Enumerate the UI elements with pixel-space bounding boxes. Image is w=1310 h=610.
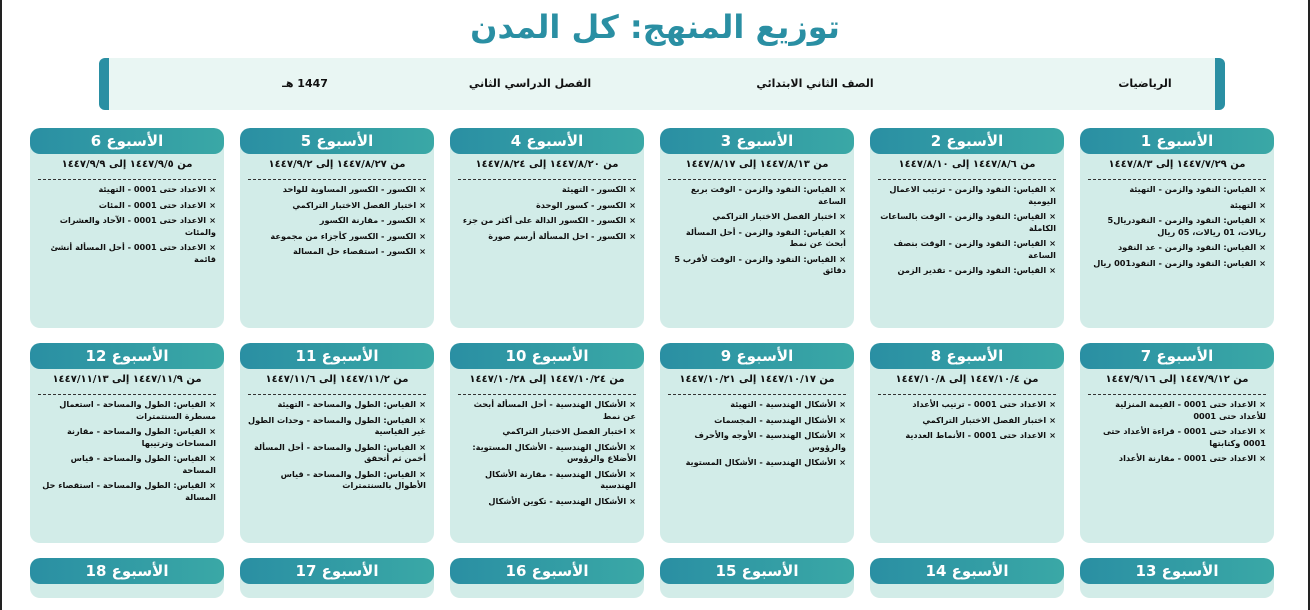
lesson-text: القياس: النقود والزمن - الوقت بنصف الساعة: [893, 238, 1056, 260]
lesson-text: القياس: النقود والزمن - أحل المسألة أبحث عن نمط: [685, 226, 846, 248]
x-bullet-icon: ×: [419, 215, 426, 225]
lesson-item: [668, 457, 846, 469]
lesson-text: الكسور - احل المسألة أرسم صورة: [488, 230, 627, 241]
week-title: الأسبوع 4: [450, 128, 644, 154]
x-bullet-icon: ×: [419, 468, 426, 479]
x-bullet-icon: ×: [1259, 215, 1266, 225]
lesson-text: اختبار الفصل الاختبار التراكمي: [292, 199, 417, 210]
week-title: الأسبوع 10: [450, 343, 644, 369]
x-bullet-icon: ×: [1259, 199, 1266, 210]
week-card: [1080, 558, 1274, 598]
lesson-text: القياس: النقود والزمن - النقودريال5 ريالات، 01 ريالات، 05 ريال: [1107, 215, 1266, 237]
week-card: [660, 343, 854, 543]
x-bullet-icon: ×: [629, 468, 636, 479]
x-bullet-icon: ×: [1049, 430, 1056, 440]
x-bullet-icon: ×: [839, 211, 846, 221]
lesson-text: القياس: الطول والمساحة - استقصاء حل المسالة: [42, 480, 216, 502]
x-bullet-icon: ×: [419, 441, 426, 452]
week-date-range: من ١٤٤٧/١١/٩ إلى ١٤٤٧/١١/١٣: [52, 374, 202, 385]
x-bullet-icon: ×: [629, 230, 636, 241]
week-title: الأسبوع 16: [450, 558, 644, 584]
lesson-item: [668, 227, 846, 250]
lesson-item: [248, 231, 426, 243]
lesson-item: [458, 231, 636, 243]
x-bullet-icon: ×: [839, 253, 846, 264]
lesson-item: [248, 442, 426, 465]
dashed-divider: [38, 394, 216, 395]
week-card: [450, 558, 644, 598]
lesson-text: الاعداد حتى 0001 - قراءة الأعداد حتى 0001 وكتابتها: [1103, 426, 1266, 448]
page-title: توزيع المنهج: كل المدن: [470, 8, 840, 46]
lesson-item: [458, 496, 636, 508]
x-bullet-icon: ×: [209, 426, 216, 436]
week-card: [660, 558, 854, 598]
lesson-item: [248, 246, 426, 258]
week-title: الأسبوع 7: [1080, 343, 1274, 369]
x-bullet-icon: ×: [1049, 184, 1056, 194]
lesson-item: [38, 480, 216, 503]
week-card: [870, 343, 1064, 543]
lesson-text: القياس: النقود والزمن - عد النقود: [1117, 242, 1257, 252]
dashed-divider: [458, 179, 636, 180]
x-bullet-icon: ×: [1259, 242, 1266, 252]
lesson-text: القياس: الطول والمساحة - وحدات الطول غير القياسية: [248, 414, 426, 436]
lesson-text: القياس: الطول والمساحة - أحل المسألة أخمن ثم أتحقق: [254, 441, 426, 463]
lesson-item: [1088, 399, 1266, 422]
week-date-range: من ١٤٤٧/١٠/٤ إلى ١٤٤٧/١٠/٨: [895, 374, 1039, 385]
dashed-divider: [248, 179, 426, 180]
lesson-text: الاعداد حتى 0001 - الأنماط العددية: [905, 430, 1047, 440]
x-bullet-icon: ×: [1049, 399, 1056, 409]
lesson-item: [458, 184, 636, 196]
lesson-item: [38, 426, 216, 449]
x-bullet-icon: ×: [419, 184, 426, 194]
week-title: الأسبوع 2: [870, 128, 1064, 154]
week-title: الأسبوع 5: [240, 128, 434, 154]
year-label: 1447 هـ: [282, 77, 328, 90]
lesson-text: الاعداد حتى 0001 - الآحاد والعشرات والمئات: [59, 215, 216, 237]
lesson-text: التهيئة: [1229, 199, 1257, 210]
lesson-list: [668, 399, 846, 473]
lesson-item: [38, 215, 216, 238]
dashed-divider: [38, 179, 216, 180]
lesson-item: [668, 399, 846, 411]
lesson-text: الأشكال الهندسية - تكوين الأشكال: [488, 495, 627, 506]
x-bullet-icon: ×: [629, 199, 636, 210]
lesson-item: [38, 242, 216, 265]
x-bullet-icon: ×: [629, 495, 636, 506]
subject-label: الرياضيات: [1118, 77, 1172, 90]
lesson-text: الأشكال الهندسية - الأوجه والأحرف والرؤوس: [694, 430, 846, 452]
lesson-item: [878, 415, 1056, 427]
lesson-text: القياس: النقود والزمن - النقود001 ريال: [1093, 257, 1257, 268]
lesson-item: [458, 469, 636, 492]
lesson-text: القياس: النقود والزمن - الوقت لأقرب 5 دقائق: [674, 253, 846, 275]
week-card: [450, 128, 644, 328]
grade-label: الصف الثاني الابتدائي: [756, 77, 874, 90]
week-card: [660, 128, 854, 328]
week-title: الأسبوع 9: [660, 343, 854, 369]
x-bullet-icon: ×: [419, 399, 426, 409]
x-bullet-icon: ×: [629, 399, 636, 409]
week-title: الأسبوع 3: [660, 128, 854, 154]
lesson-list: [248, 399, 426, 496]
lesson-text: الاعداد حتى 0001 - المئات: [98, 199, 207, 210]
week-date-range: من ١٤٤٧/١٠/٢٤ إلى ١٤٤٧/١٠/٢٨: [469, 374, 625, 385]
info-bar-accent-right: [1215, 58, 1225, 110]
lesson-text: اختبار الفصل الاختبار التراكمي: [922, 414, 1047, 425]
lesson-text: اختبار الفصل الاختبار التراكمي: [712, 211, 837, 221]
lesson-item: [1088, 426, 1266, 449]
lesson-text: الكسور - الكسور المساوية للواحد: [282, 184, 417, 194]
left-border: [0, 0, 2, 610]
lesson-text: الكسور - التهيئة: [561, 184, 627, 194]
x-bullet-icon: ×: [839, 457, 846, 467]
lesson-item: [1088, 184, 1266, 196]
x-bullet-icon: ×: [1259, 426, 1266, 436]
lesson-item: [1088, 200, 1266, 212]
week-card: [870, 558, 1064, 598]
lesson-text: القياس: النقود والزمن - التهيئة: [1129, 184, 1257, 194]
lesson-list: [38, 184, 216, 269]
lesson-item: [458, 200, 636, 212]
week-title: الأسبوع 14: [870, 558, 1064, 584]
lesson-item: [458, 399, 636, 422]
dashed-divider: [1088, 394, 1266, 395]
lesson-item: [248, 399, 426, 411]
x-bullet-icon: ×: [419, 230, 426, 241]
x-bullet-icon: ×: [419, 199, 426, 210]
lesson-list: [458, 399, 636, 511]
lesson-item: [38, 399, 216, 422]
lesson-item: [668, 430, 846, 453]
x-bullet-icon: ×: [209, 215, 216, 225]
week-title: الأسبوع 1: [1080, 128, 1274, 154]
lesson-text: الأشكال الهندسية - أحل المسألة أبحث عن نمط: [473, 399, 636, 421]
week-title: الأسبوع 13: [1080, 558, 1274, 584]
week-date-range: من ١٤٤٧/٨/٢٧ إلى ١٤٤٧/٩/٢: [268, 159, 406, 170]
week-date-range: من ١٤٤٧/١١/٢ إلى ١٤٤٧/١١/٦: [265, 374, 409, 385]
x-bullet-icon: ×: [419, 246, 426, 256]
lesson-item: [38, 453, 216, 476]
lesson-item: [668, 415, 846, 427]
lesson-item: [668, 184, 846, 207]
lesson-item: [248, 415, 426, 438]
x-bullet-icon: ×: [839, 226, 846, 237]
lesson-list: [38, 399, 216, 507]
lesson-item: [458, 442, 636, 465]
lesson-text: القياس: النقود والزمن - الوقت بالساعات الكاملة: [880, 211, 1056, 233]
lesson-text: الاعداد حتى 0001 - أحل المسألة أنشئ قائمة: [50, 242, 216, 264]
week-card: [240, 558, 434, 598]
lesson-text: الأشكال الهندسية - التهيئة: [730, 399, 837, 409]
x-bullet-icon: ×: [1049, 238, 1056, 248]
x-bullet-icon: ×: [209, 199, 216, 210]
week-card: [870, 128, 1064, 328]
week-title: الأسبوع 12: [30, 343, 224, 369]
week-date-range: من ١٤٤٧/٨/٦ إلى ١٤٤٧/٨/١٠: [898, 159, 1036, 170]
lesson-text: الكسور - مقارنة الكسور: [319, 215, 417, 225]
lesson-text: القياس: النقود والزمن - ترتيب الاعمال اليومية: [889, 184, 1056, 206]
week-title: الأسبوع 18: [30, 558, 224, 584]
x-bullet-icon: ×: [209, 242, 216, 252]
x-bullet-icon: ×: [419, 414, 426, 425]
week-card: [30, 128, 224, 328]
lesson-item: [1088, 258, 1266, 270]
x-bullet-icon: ×: [629, 215, 636, 225]
lesson-item: [38, 184, 216, 196]
x-bullet-icon: ×: [629, 441, 636, 452]
lesson-text: الأشكال الهندسية - الأشكال المستوية: الأضلاع والرؤوس: [472, 441, 636, 463]
lesson-item: [248, 184, 426, 196]
lesson-text: القياس: الطول والمساحة - استعمال مسطرة السنتمترات: [59, 399, 216, 421]
week-title: الأسبوع 17: [240, 558, 434, 584]
term-label: الفصل الدراسي الثاني: [468, 77, 592, 90]
dashed-divider: [248, 394, 426, 395]
lesson-text: القياس: الطول والمساحة - قياس الأطوال بالسنتمترات: [280, 468, 426, 490]
info-bar: [99, 58, 1225, 110]
dashed-divider: [458, 394, 636, 395]
lesson-item: [878, 399, 1056, 411]
week-date-range: من ١٤٤٧/٩/٥ إلى ١٤٤٧/٩/٩: [61, 159, 193, 170]
week-card: [450, 343, 644, 543]
x-bullet-icon: ×: [209, 480, 216, 490]
week-date-range: من ١٤٤٧/٨/١٣ إلى ١٤٤٧/٨/١٧: [685, 159, 829, 170]
x-bullet-icon: ×: [1259, 184, 1266, 194]
week-card: [1080, 128, 1274, 328]
x-bullet-icon: ×: [1049, 414, 1056, 425]
week-title: الأسبوع 6: [30, 128, 224, 154]
lesson-text: الكسور - الكسور الدالة على أكثر من جزء: [462, 215, 627, 225]
dashed-divider: [668, 179, 846, 180]
info-bar-accent-left: [99, 58, 109, 110]
week-card: [1080, 343, 1274, 543]
lesson-list: [1088, 399, 1266, 469]
lesson-item: [38, 200, 216, 212]
lesson-text: الاعداد حتى 0001 - ترتيب الأعداد: [912, 399, 1047, 409]
lesson-item: [668, 211, 846, 223]
lesson-list: [878, 184, 1056, 281]
x-bullet-icon: ×: [209, 184, 216, 194]
lesson-item: [878, 238, 1056, 261]
lesson-list: [878, 399, 1056, 446]
week-title: الأسبوع 8: [870, 343, 1064, 369]
lesson-text: الاعداد حتى 0001 - مقارنة الأعداد: [1118, 453, 1257, 463]
week-card: [240, 343, 434, 543]
lesson-text: القياس: الطول والمساحة - مقارنة المساحات وترتيبها: [66, 426, 216, 448]
week-date-range: من ١٤٤٧/١٠/١٧ إلى ١٤٤٧/١٠/٢١: [679, 374, 835, 385]
x-bullet-icon: ×: [1259, 257, 1266, 268]
x-bullet-icon: ×: [1049, 265, 1056, 275]
x-bullet-icon: ×: [839, 184, 846, 194]
lesson-text: الكسور - كسور الوحدة: [535, 199, 627, 210]
lesson-text: الأشكال الهندسية - المجسمات: [714, 414, 837, 425]
x-bullet-icon: ×: [209, 453, 216, 463]
lesson-text: الأشكال الهندسية - مقارنة الأشكال الهندسية: [485, 468, 636, 490]
lesson-item: [458, 426, 636, 438]
week-card: [240, 128, 434, 328]
x-bullet-icon: ×: [1259, 453, 1266, 463]
lesson-text: الكسور - استقصاء حل المسالة: [293, 246, 417, 256]
lesson-item: [1088, 453, 1266, 465]
lesson-item: [248, 200, 426, 212]
lesson-item: [458, 215, 636, 227]
x-bullet-icon: ×: [1049, 211, 1056, 221]
lesson-item: [668, 254, 846, 277]
lesson-item: [878, 184, 1056, 207]
week-date-range: من ١٤٤٧/٩/١٢ إلى ١٤٤٧/٩/١٦: [1105, 374, 1249, 385]
dashed-divider: [1088, 179, 1266, 180]
lesson-list: [668, 184, 846, 281]
lesson-item: [878, 430, 1056, 442]
lesson-list: [458, 184, 636, 246]
x-bullet-icon: ×: [629, 184, 636, 194]
lesson-text: الكسور - الكسور كأجزاء من مجموعة: [270, 230, 417, 241]
lesson-text: الاعداد حتى 0001 - القيمة المنزلية للأعداد حتى 0001: [1115, 399, 1266, 421]
lesson-text: الاعداد حتى 0001 - التهيئة: [98, 184, 207, 194]
week-title: الأسبوع 15: [660, 558, 854, 584]
x-bullet-icon: ×: [629, 426, 636, 436]
lesson-text: القياس: النقود والزمن - تقدير الزمن: [897, 265, 1047, 275]
x-bullet-icon: ×: [1259, 399, 1266, 409]
x-bullet-icon: ×: [839, 430, 846, 440]
dashed-divider: [878, 394, 1056, 395]
lesson-item: [1088, 215, 1266, 238]
x-bullet-icon: ×: [209, 399, 216, 409]
x-bullet-icon: ×: [839, 399, 846, 409]
dashed-divider: [668, 394, 846, 395]
lesson-text: الأشكال الهندسية - الأشكال المستوية: [685, 457, 837, 467]
lesson-text: اختبار الفصل الاختبار التراكمي: [502, 426, 627, 436]
lesson-text: القياس: النقود والزمن - الوقت بربع الساعة: [690, 184, 846, 206]
lesson-item: [248, 469, 426, 492]
lesson-list: [248, 184, 426, 262]
week-card: [30, 343, 224, 543]
lesson-item: [878, 211, 1056, 234]
week-title: الأسبوع 11: [240, 343, 434, 369]
x-bullet-icon: ×: [839, 414, 846, 425]
lesson-item: [1088, 242, 1266, 254]
lesson-list: [1088, 184, 1266, 273]
week-date-range: من ١٤٤٧/٧/٢٩ إلى ١٤٤٧/٨/٣: [1108, 159, 1246, 170]
week-card: [30, 558, 224, 598]
week-date-range: من ١٤٤٧/٨/٢٠ إلى ١٤٤٧/٨/٢٤: [475, 159, 619, 170]
lesson-text: القياس: الطول والمساحة - قياس المساحة: [70, 453, 216, 475]
lesson-text: القياس: الطول والمساحة - التهيئة: [277, 399, 417, 409]
lesson-item: [878, 265, 1056, 277]
lesson-item: [248, 215, 426, 227]
dashed-divider: [878, 179, 1056, 180]
